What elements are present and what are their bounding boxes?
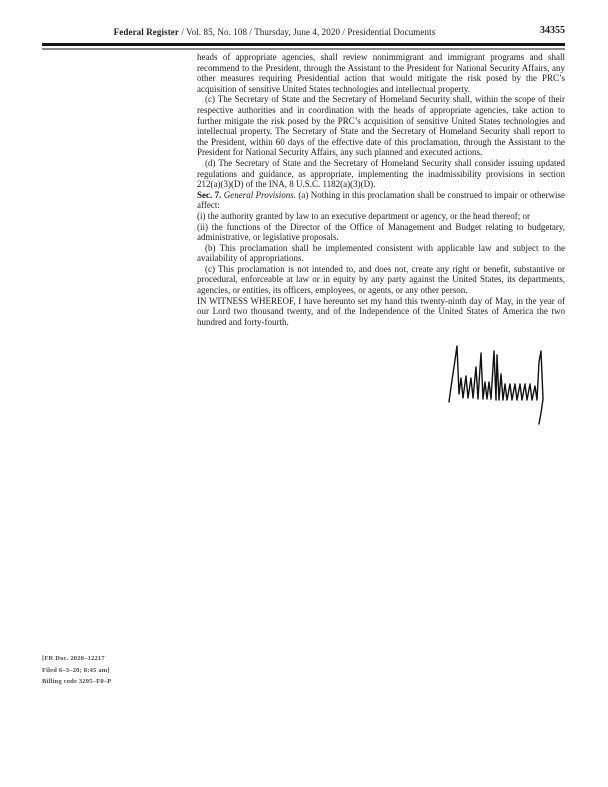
subitem-ii: (ii) the functions of the Director of the Office of Management and Budget relating to budgetary, administrative, or legislative proposals. xyxy=(197,221,565,243)
running-head-title xyxy=(42,26,565,38)
subitem-i: (i) the authority granted by law to an executive department or agency, or the head thereof; or xyxy=(197,210,531,221)
publication-name: Federal Register xyxy=(113,27,179,37)
proclamation-text-column xyxy=(197,52,565,436)
fr-doc-line: [FR Doc. 2020–12217 xyxy=(42,655,105,662)
presidential-signature-icon xyxy=(441,340,563,436)
section-7-label: Sec. 7. xyxy=(197,189,222,200)
paragraph-c: (c) The Secretary of State and the Secretary of Homeland Security shall, within the scope of their respective authorities and in coordination with the heads of appropriate agencies, take action to further mitigate the risk posed by the PRC’s acquisition of sensitive United States technologies and intellectual property. The Secretary of State and the Secretary of Homeland Security shall report to the President, within 60 days of the effective date of this proclamation, through the Assistant to the President for National Security Affairs, any such planned and executed actions. xyxy=(197,94,565,158)
paragraph-d: (d) The Secretary of State and the Secretary of Homeland Security shall consider issuing updated regulations and guidance, as appropriate, implementing the inadmissibility provisions in section 212(a)(3)(D) of the INA, 8 U.S.C. 1182(a)(3)(D). xyxy=(197,157,565,190)
section-7-text: (a) Nothing in this proclamation shall be construed to impair or otherwise affect: xyxy=(197,189,565,211)
section-7-title: General Provisions. xyxy=(221,189,299,200)
volume-citation: / Vol. 85, No. 108 / Thursday, June 4, 2020 / Presidential Documents xyxy=(179,27,436,37)
paragraph-c2: (c) This proclamation is not intended to, and does not, create any right or benefit, substantive or procedural, enforceable at law or in equity by any party against the United States, its departments, agencies, or entities, its officers, employees, or agents, or any other person. xyxy=(197,263,565,296)
witness-paragraph: IN WITNESS WHEREOF, I have hereunto set my hand this twenty-ninth day of May, in the year of our Lord two thousand twenty, and of the Independence of the United States of America the two hundred and forty-fourth. xyxy=(197,295,565,327)
header-rule-thin xyxy=(42,48,565,50)
billing-code-line: Billing code 3295–F0–P xyxy=(42,678,112,685)
paragraph-b: (b) This proclamation shall be implemented consistent with applicable law and subject to the availability of appropriations. xyxy=(197,242,565,264)
section-7-paragraph xyxy=(197,190,565,211)
filed-line: Filed 6–3–20; 8:45 am] xyxy=(42,666,110,674)
page-number: 34355 xyxy=(540,25,565,36)
filing-footer xyxy=(42,653,111,688)
running-head xyxy=(42,26,565,40)
continuation-paragraph: heads of appropriate agencies, shall review nonimmigrant and immigrant programs and shall recommend to the President, through the Assistant to the President for National Security Affairs, any other measures requiring Presidential action that would mitigate the risk posed by the PRC’s acquisition of sensitive United States technologies and intellectual property. xyxy=(197,52,565,94)
signature-block xyxy=(441,340,563,436)
header-rule-thick xyxy=(42,43,565,46)
